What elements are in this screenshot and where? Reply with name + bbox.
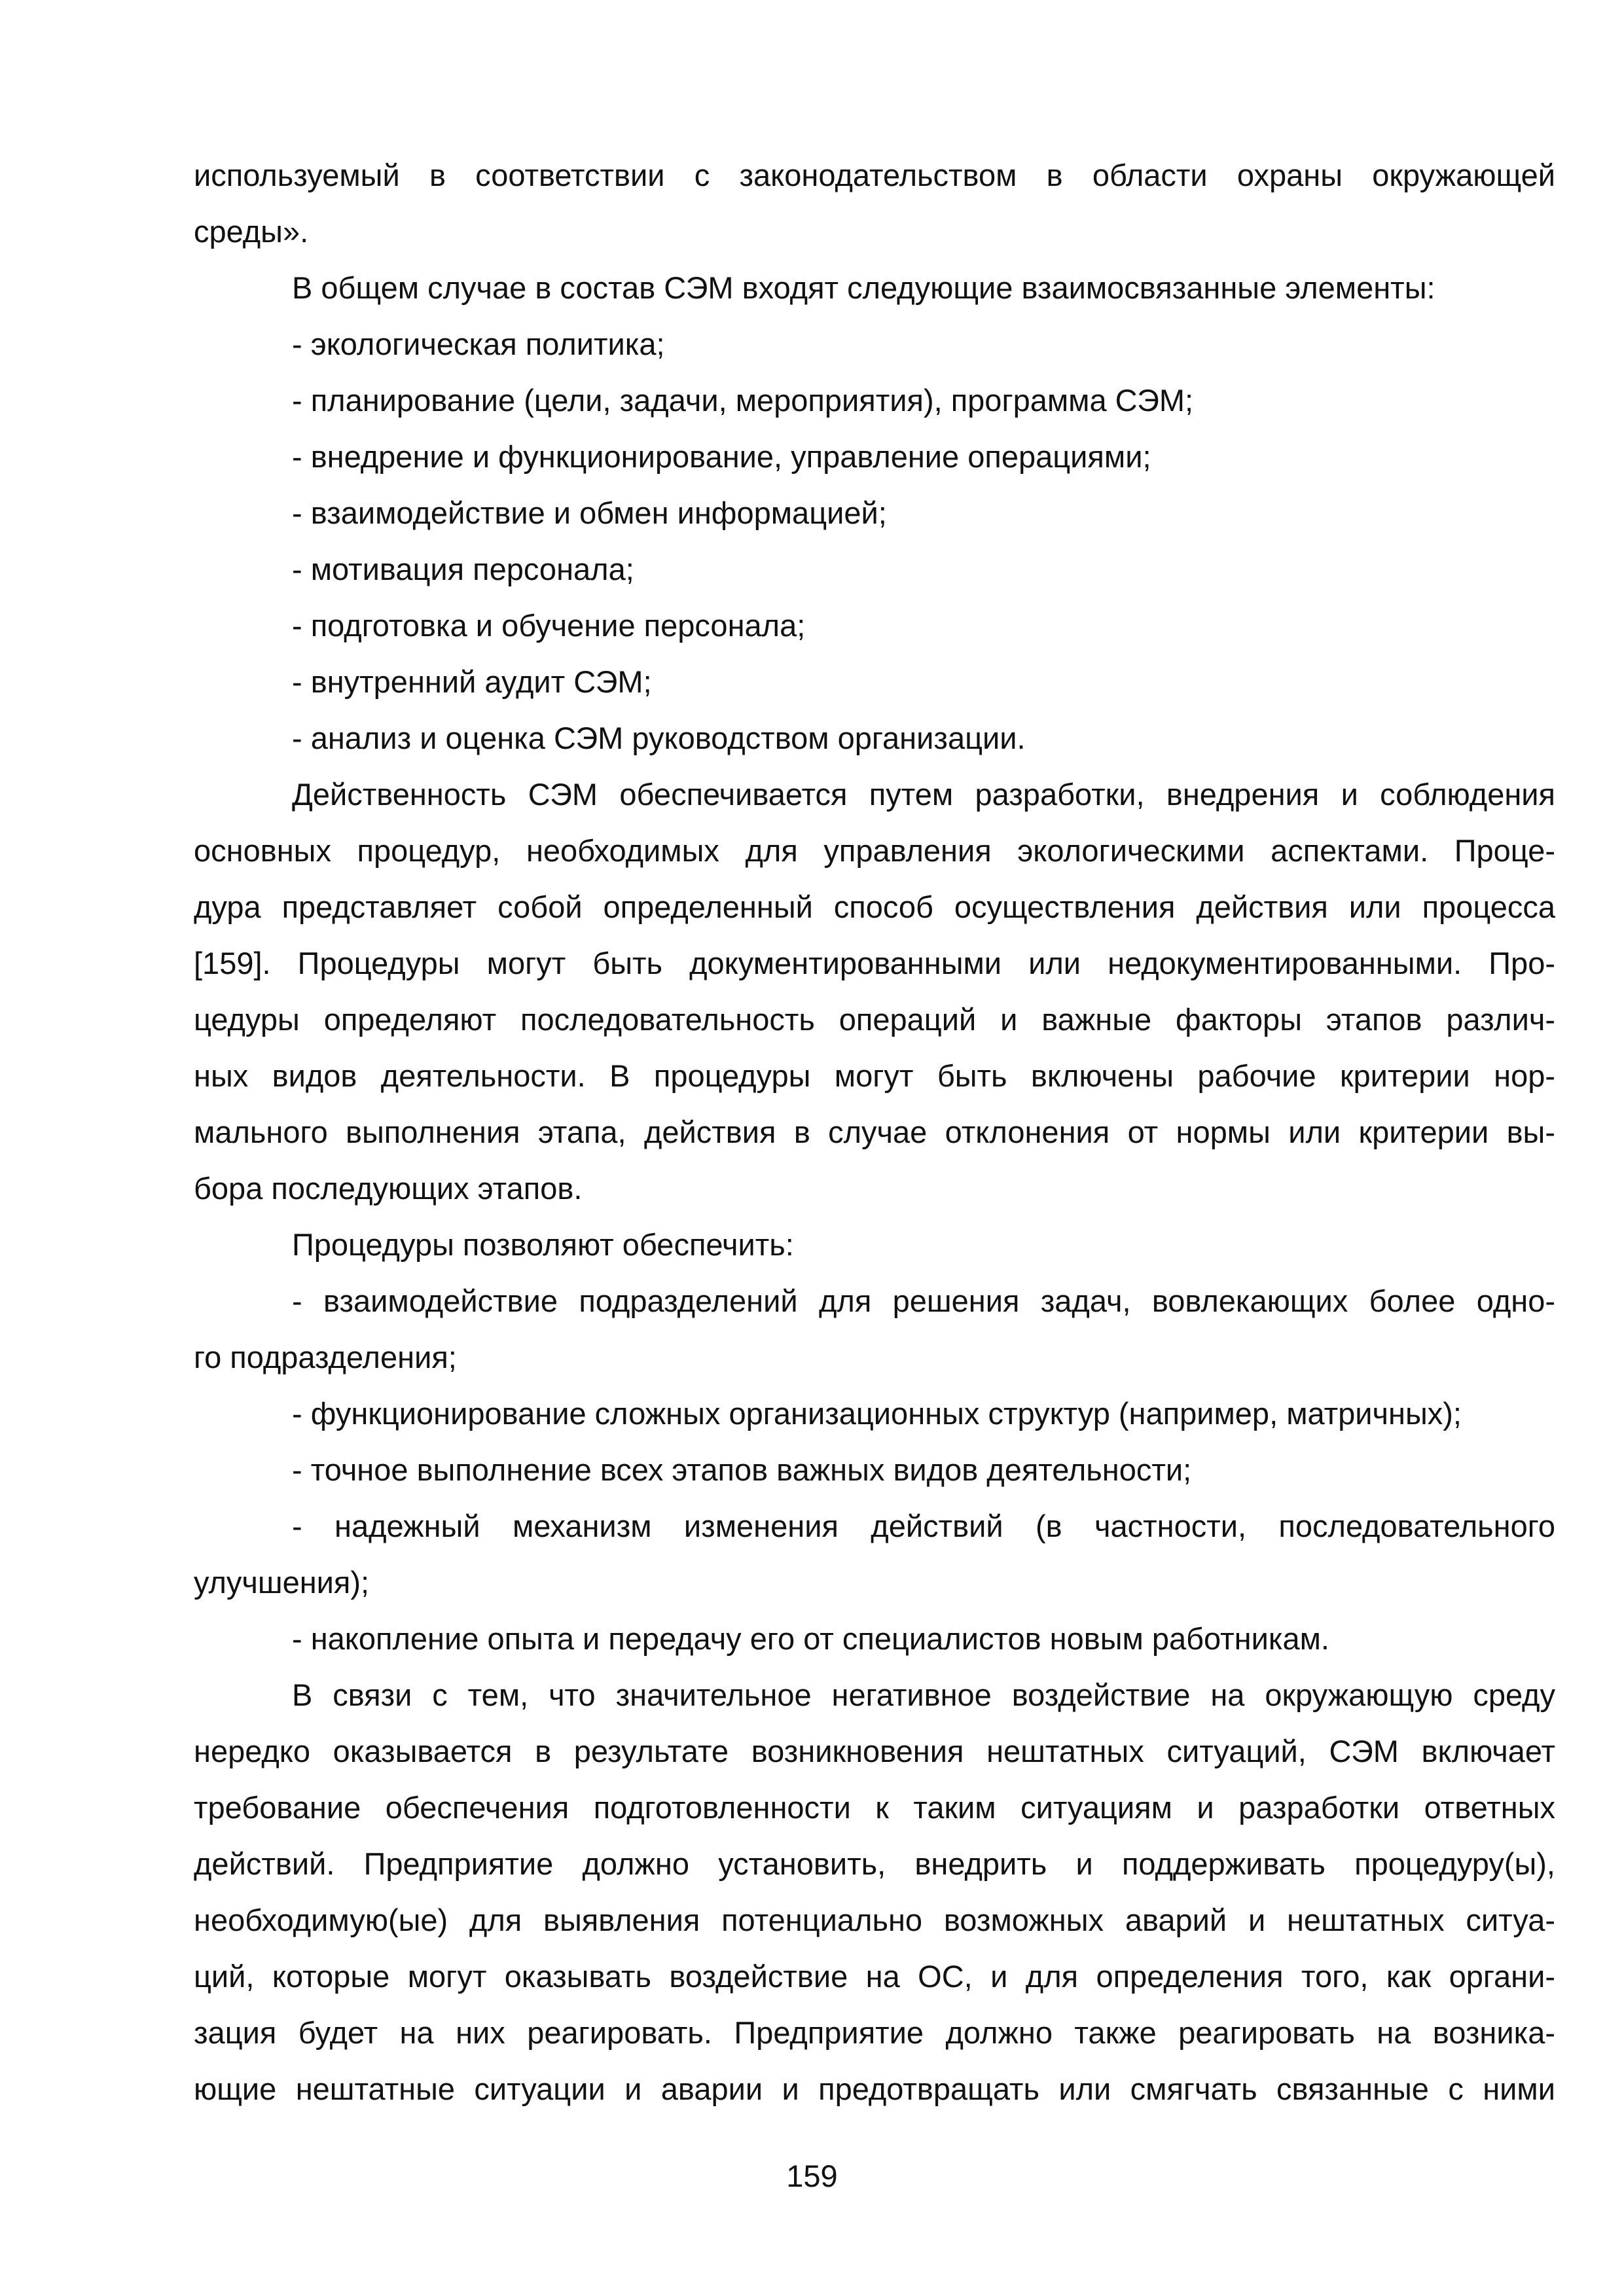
page-number: 159 bbox=[786, 2159, 838, 2193]
text-line: Процедуры позволяют обеспечить: bbox=[292, 1227, 794, 1262]
text-line: используемый в соответствии с законодательством в области охраны окружающей bbox=[194, 158, 1555, 192]
text-line: [159]. Процедуры могут быть документированными или недокументированными. Про- bbox=[194, 946, 1555, 980]
text-line: - внедрение и функционирование, управление операциями; bbox=[292, 439, 1151, 474]
text-line: - мотивация персонала; bbox=[292, 552, 634, 586]
text-line: - экологическая политика; bbox=[292, 327, 665, 361]
text-line: нередко оказывается в результате возникновения нештатных ситуаций, СЭМ включает bbox=[194, 1734, 1555, 1768]
text-line: - надежный механизм изменения действий (в частности, последовательного bbox=[292, 1509, 1555, 1543]
text-line: ющие нештатные ситуации и аварии и предотвращать или смягчать связанные с ними bbox=[194, 2072, 1555, 2106]
text-line: - внутренний аудит СЭМ; bbox=[292, 664, 652, 699]
text-line: необходимую(ые) для выявления потенциально возможных аварий и нештатных ситуа- bbox=[194, 1903, 1555, 1937]
text-line: - накопление опыта и передачу его от специалистов новым работникам. bbox=[292, 1621, 1329, 1656]
body-text bbox=[194, 147, 1555, 2117]
text-line: мального выполнения этапа, действия в случае отклонения от нормы или критерии вы- bbox=[194, 1115, 1555, 1149]
text-line: - подготовка и обучение персонала; bbox=[292, 608, 806, 643]
text-line: Действенность СЭМ обеспечивается путем разработки, внедрения и соблюдения bbox=[292, 777, 1555, 812]
text-line: - взаимодействие и обмен информацией; bbox=[292, 495, 887, 530]
text-line: - планирование (цели, задачи, мероприятия), программа СЭМ; bbox=[292, 383, 1194, 418]
text-line: В общем случае в состав СЭМ входят следующие взаимосвязанные элементы: bbox=[292, 270, 1435, 305]
text-line: - функционирование сложных организационных структур (например, матричных); bbox=[292, 1396, 1462, 1431]
text-line: действий. Предприятие должно установить, внедрить и поддерживать процедуру(ы), bbox=[194, 1846, 1555, 1881]
text-line: дура представляет собой определенный способ осуществления действия или процесса bbox=[194, 889, 1555, 924]
text-line: ций, которые могут оказывать воздействие на ОС, и для определения того, как органи- bbox=[194, 1959, 1555, 1994]
text-line: - точное выполнение всех этапов важных видов деятельности; bbox=[292, 1452, 1192, 1487]
text-line: требование обеспечения подготовленности к таким ситуациям и разработки ответных bbox=[194, 1790, 1555, 1825]
text-line: - взаимодействие подразделений для решения задач, вовлекающих более одно- bbox=[292, 1283, 1555, 1318]
text-line: го подразделения; bbox=[194, 1340, 457, 1374]
text-line: В связи с тем, что значительное негативное воздействие на окружающую среду bbox=[292, 1677, 1555, 1712]
text-line: улучшения); bbox=[194, 1565, 370, 1600]
text-line: основных процедур, необходимых для управления экологическими аспектами. Проце- bbox=[194, 833, 1555, 868]
text-line: зация будет на них реагировать. Предприятие должно также реагировать на возника- bbox=[194, 2015, 1555, 2050]
text-line: бора последующих этапов. bbox=[194, 1171, 583, 1206]
text-line: среды». bbox=[194, 214, 309, 249]
text-line: цедуры определяют последовательность операций и важные факторы этапов различ- bbox=[194, 1002, 1555, 1037]
text-line: ных видов деятельности. В процедуры могут быть включены рабочие критерии нор- bbox=[194, 1058, 1555, 1093]
text-line: - анализ и оценка СЭМ руководством организации. bbox=[292, 721, 1026, 755]
